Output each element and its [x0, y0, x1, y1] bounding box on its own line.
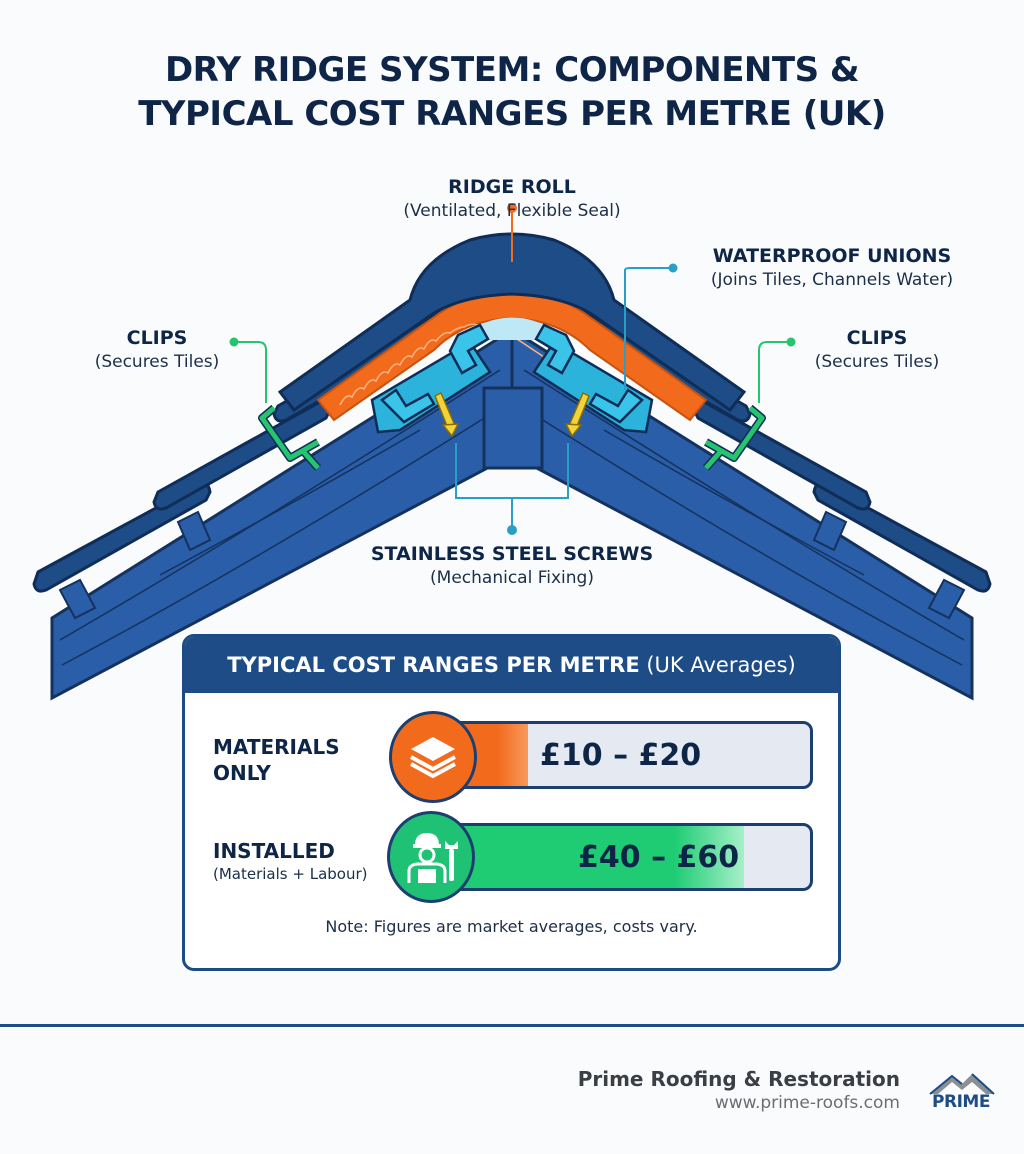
logo-wordmark: PRIME [932, 1092, 990, 1112]
cost-card-header [185, 637, 838, 693]
ridge-roll-title: RIDGE ROLL [448, 176, 576, 198]
clips-left-desc: (Secures Tiles) [94, 352, 220, 372]
installed-label-line2: (Materials + Labour) [213, 865, 368, 883]
installed-cost-value: £40 – £60 [578, 839, 740, 875]
label-waterproof-unions [682, 244, 982, 292]
installed-label-line1: INSTALLED [213, 839, 335, 863]
clips-left-title: CLIPS [126, 327, 188, 349]
installed-label [213, 838, 367, 884]
layers-icon [389, 711, 477, 803]
prime-logo [918, 1070, 1004, 1114]
installed-cost-bar [425, 823, 813, 891]
materials-label-line2: ONLY [213, 761, 271, 785]
cost-header-sub: (UK Averages) [646, 653, 796, 677]
materials-label-line1: MATERIALS [213, 735, 340, 759]
clips-right-title: CLIPS [846, 327, 908, 349]
company-name: Prime Roofing & Restoration [577, 1067, 900, 1091]
clips-right-desc: (Secures Tiles) [814, 352, 940, 372]
worker-wrench-icon [387, 811, 475, 903]
label-clips-right [792, 326, 962, 374]
materials-cost-bar [425, 721, 813, 789]
footer [578, 1066, 900, 1114]
materials-label [213, 734, 340, 786]
screws-title: STAINLESS STEEL SCREWS [370, 543, 654, 565]
cost-row-materials [185, 717, 838, 817]
cost-note: Note: Figures are market averages, costs vary. [325, 917, 698, 936]
title-line-2: TYPICAL COST RANGES PER METRE (UK) [138, 94, 886, 134]
footer-divider [0, 1024, 1024, 1027]
waterproof-unions-title: WATERPROOF UNIONS [712, 245, 952, 267]
ridge-roll-desc: (Ventilated, Flexible Seal) [403, 201, 621, 221]
label-clips-left [72, 326, 242, 374]
materials-cost-value: £10 – £20 [540, 737, 702, 773]
label-ridge-roll [362, 175, 662, 223]
cost-ranges-card [182, 634, 841, 971]
ridge-beam [484, 388, 542, 468]
company-url[interactable]: www.prime-roofs.com [714, 1093, 900, 1113]
title-line-1: DRY RIDGE SYSTEM: COMPONENTS & [164, 50, 860, 90]
cost-header-title: TYPICAL COST RANGES PER METRE [227, 653, 640, 677]
screws-desc: (Mechanical Fixing) [430, 568, 594, 588]
cost-row-installed [185, 823, 838, 923]
label-screws [342, 542, 682, 590]
waterproof-unions-desc: (Joins Tiles, Channels Water) [710, 270, 954, 290]
